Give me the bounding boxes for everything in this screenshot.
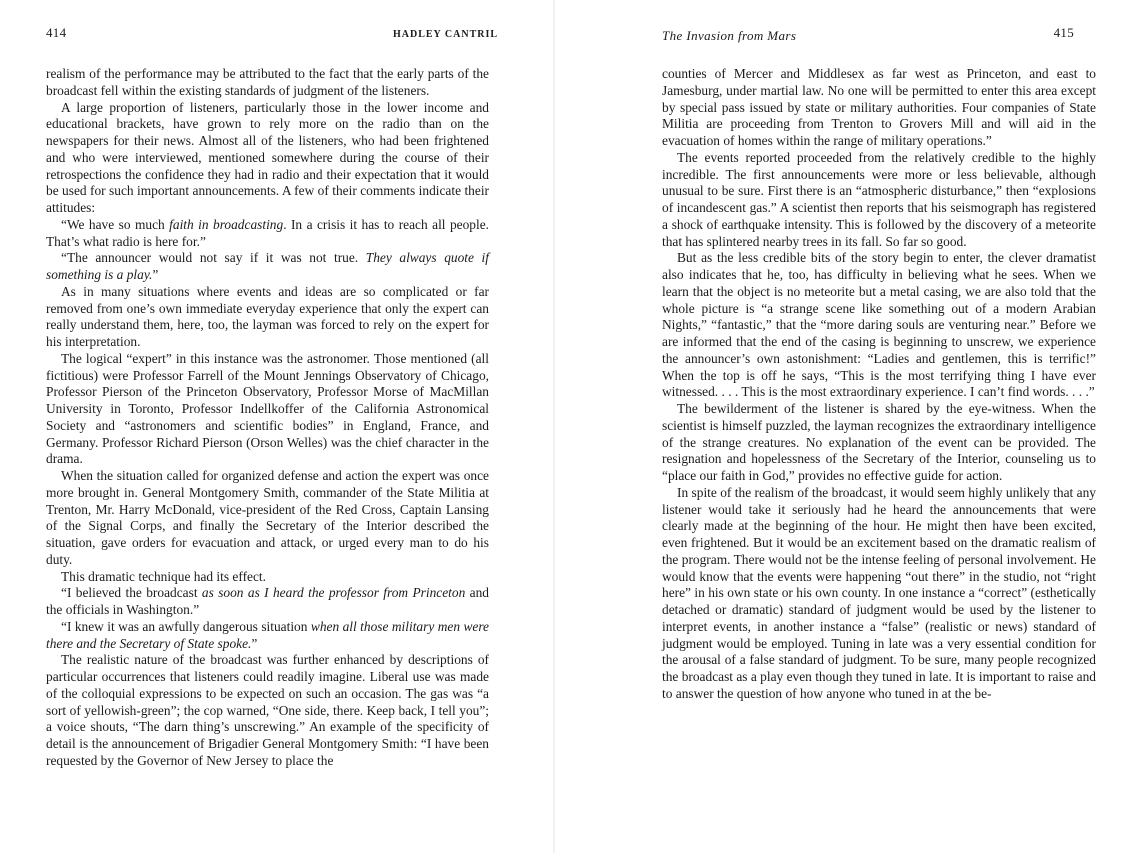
running-head: HADLEY CANTRIL bbox=[393, 29, 499, 40]
paragraph bbox=[662, 250, 1096, 401]
text-run: “I believed the broadcast bbox=[61, 585, 202, 601]
body-text bbox=[662, 66, 1096, 703]
paragraph bbox=[662, 485, 1096, 703]
text-run: But as the less credible bits of the story begin to enter, the clever dramatist also indicates that he, too, has difficulty in believing what he sees. When we learn that the object is no meteorite but a metal casing, we are also told that the whole picture is “a strange scene like something out of a modern Arabian Nights,” “fantastic,” that the “more daring souls are venturing near.” Before we are informed that the end of the casing is beginning to unscrew, we experience the announcer’s own astonishment: “Ladies and gentlemen, this is terrific!” When the top is off he says, “This is the most terrifying thing I have ever witnessed. . . . This is the most extraordinary experience. I can’t find words. . . .” bbox=[662, 250, 1096, 400]
paragraph bbox=[662, 401, 1096, 485]
text-run: ” bbox=[152, 267, 159, 282]
text-run: “I knew it was an awfully dangerous situation bbox=[61, 618, 311, 634]
text-run: The events reported proceeded from the relatively credible to the highly incredible. The first announcements were more or less believable, although unusual to be sure. First there is an “atmospheric disturbance,” then “explosions of incandescent gas.” A scientist then reports that his seismograph has registered a shock of earthquake intensity. This is followed by the discovery of a meteorite that has splintered nearby trees in its fall. So far so good. bbox=[662, 149, 1096, 249]
text-run: . In a crisis it has to reach all people. That’s what radio is here for.” bbox=[46, 216, 489, 249]
paragraph bbox=[46, 250, 489, 284]
italic-run: They always quote if something is a play. bbox=[46, 250, 489, 282]
running-head: The Invasion from Mars bbox=[662, 28, 797, 43]
paragraph bbox=[46, 284, 489, 351]
gutter bbox=[553, 0, 555, 853]
text-run: A large proportion of listeners, particularly those in the lower income and educational brackets, have grown to rely more on the radio than on the newspapers for their news. Almost all of the listeners, who had been frightened and who were interviewed, mentioned somewhere during the course of their retrospections the confidence they had in radio and their expectation that it would be used for such important announcements. A few of their comments indicate their attitudes: bbox=[46, 99, 489, 215]
text-run: The logical “expert” in this instance was the astronomer. Those mentioned (all fictitious) were Professor Farrell of the Mount Jennings Observatory of Chicago, Professor Pierson of the Princeton Observatory, Professor Morse of MacMillan University in Toronto, Professor Indellkoffer of the California Astronomical Society and “astronomers and scientific bodies” in England, France, and Germany. Professor Richard Pierson (Orson Welles) was the chief character in the drama. bbox=[46, 350, 489, 467]
text-run: In spite of the realism of the broadcast, it would seem highly unlikely that any listener would take it seriously had he heard the announcements that were clearly made at the beginning of the hour. He might then have been excited, even frightened. But it would be an excitement based on the dramatic realism of the program. There would not be the intense feeling of personal involvement. He would know that the events were happening “out there” in the studio, not “right here” in his own state or his own county. In one instance a “correct” (esthetically detached or dramatic) standard of judgment would be used by the listener to interpret events, in another instance a “false” (realistic or news) standard of judgment would be employed. Tuning in late was a very essential condition for the arousal of a false standard of judgment. To be sure, many people recognized the broadcast as a play even though they tuned in late. It is important to raise and to answer the question of how anyone who tuned in at the be- bbox=[662, 484, 1096, 701]
text-run: counties of Mercer and Middlesex as far west as Princeton, and east to Jamesburg, under martial law. No one will be permitted to enter this area except by special pass issued by state or military authorities. Four companies of State Militia are proceeding from Trenton to Grovers Mill and will aid in the evacuation of homes within the range of military operations.” bbox=[662, 66, 1096, 148]
paragraph bbox=[662, 150, 1096, 251]
body-text bbox=[46, 66, 489, 770]
paragraph bbox=[662, 66, 1096, 150]
text-run: “The announcer would not say if it was not true. bbox=[61, 250, 366, 266]
paragraph bbox=[46, 468, 489, 569]
paragraph bbox=[46, 100, 489, 217]
text-run: When the situation called for organized defense and action the expert was once more brought in. General Montgomery Smith, commander of the State Militia at Trenton, Mr. Harry McDonald, vice-president of the Red Cross, Captain Lansing of the Signal Corps, and finally the Secretary of the Interior described the situation, gave orders for evacuation and attack, or urged every man to do his duty. bbox=[46, 468, 489, 567]
italic-run: as soon as I heard the professor from Princeton bbox=[201, 585, 466, 601]
right-page bbox=[568, 0, 1108, 853]
paragraph bbox=[46, 619, 489, 653]
page-number: 414 bbox=[46, 25, 67, 40]
text-run: As in many situations where events and ideas are so complicated or far removed from one’s own immediate everyday experience that only the expert can really understand them, here, too, the layman was forced to rely on the expert for his interpretation. bbox=[46, 283, 489, 349]
paragraph bbox=[46, 569, 489, 586]
italic-run: faith in broadcasting bbox=[169, 216, 284, 232]
text-run: The bewilderment of the listener is shared by the eye-witness. When the scientist is himself puzzled, the layman recognizes the extraordinary intelligence of the strange creatures. No explanation of the event can be provided. The resignation and hopelessness of the Secretary of the Interior, counseling us to “place our faith in God,” provides no effective guide for action. bbox=[662, 401, 1096, 483]
left-page bbox=[0, 0, 540, 853]
text-run: ” bbox=[251, 635, 258, 651]
page-number: 415 bbox=[1053, 25, 1074, 40]
text-run: This dramatic technique had its effect. bbox=[61, 568, 266, 584]
text-run: and the officials in Washington.” bbox=[46, 585, 489, 617]
paragraph bbox=[46, 652, 489, 769]
text-run: “We have so much bbox=[61, 216, 170, 232]
paragraph bbox=[46, 351, 489, 468]
paragraph bbox=[46, 66, 489, 100]
text-run: realism of the performance may be attributed to the fact that the early parts of the broadcast fell within the existing standards of judgment of the listeners. bbox=[46, 66, 489, 98]
text-run: The realistic nature of the broadcast was further enhanced by descriptions of particular occurrences that listeners could readily imagine. Liberal use was made of the colloquial expressions to be expected on such an occasion. The gas was “a sort of yellowish-green”; the cop warned, “One side, there. Keep back, I tell you”; a voice shouts, “The darn thing’s unscrewing.” An example of the specificity of detail is the announcement of Brigadier General Montgomery Smith: “I have been requested by the Governor of New Jersey to place the bbox=[46, 652, 489, 768]
italic-run: when all those military men were there and the Secretary of State spoke. bbox=[46, 618, 489, 651]
paragraph bbox=[46, 217, 489, 251]
paragraph bbox=[46, 585, 489, 619]
